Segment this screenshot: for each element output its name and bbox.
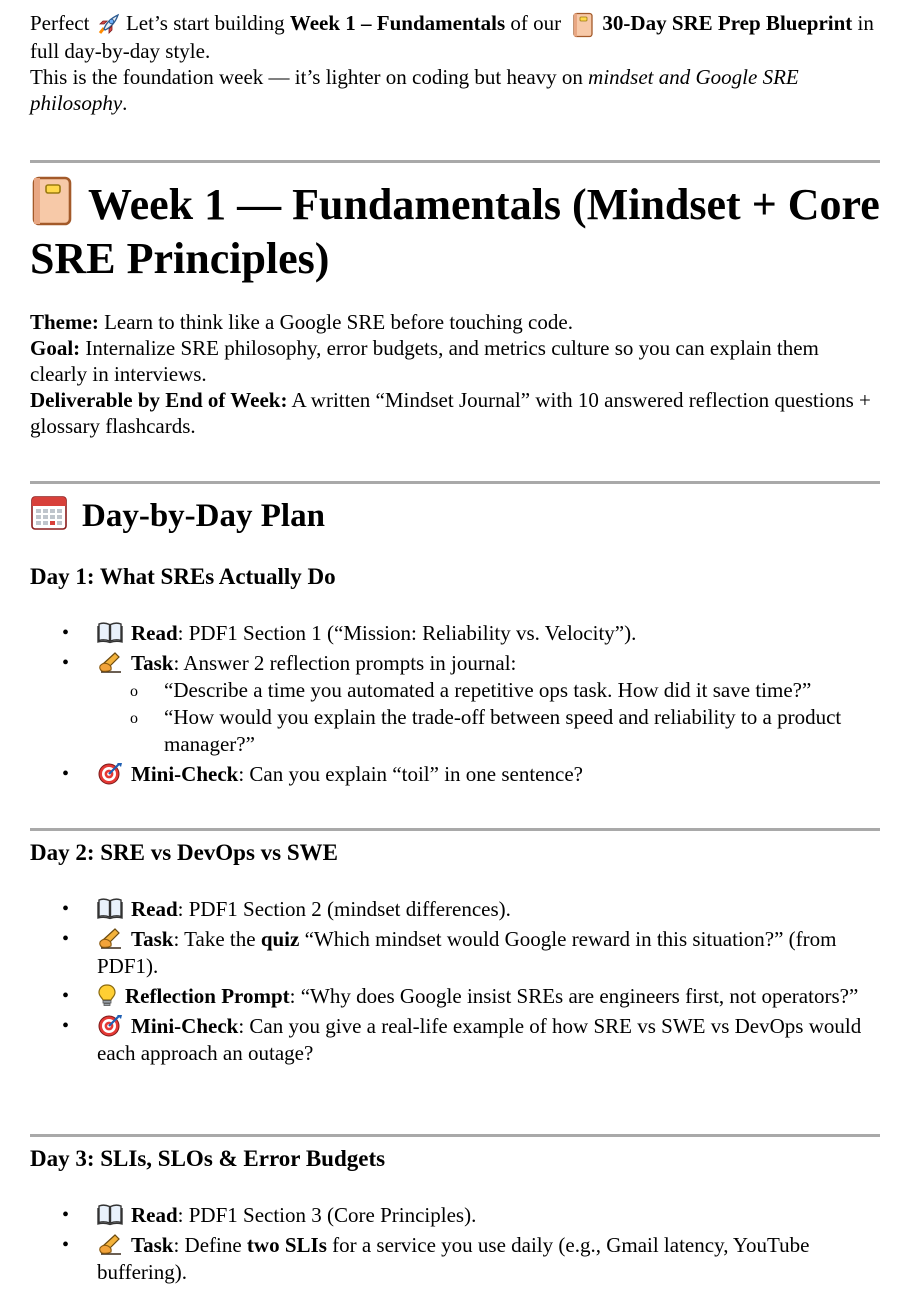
list-item (30, 1013, 880, 1067)
mini-check-label: Mini-Check (131, 1014, 239, 1038)
task-label: Task (131, 651, 174, 675)
task-text: “Which mindset would Google reward in this situation?” (from PDF1). (97, 927, 837, 978)
goal-label: Goal: (30, 336, 81, 360)
notebook-icon (30, 175, 74, 227)
target-icon (97, 1013, 123, 1037)
day-1-list (30, 620, 880, 791)
week-title-bold: Week 1 – Fundamentals (289, 11, 506, 35)
read-label: Read (131, 621, 178, 645)
page-title-text: Week 1 — Fundamentals (Mindset + Core SRE Principles) (30, 180, 880, 283)
mini-check-text: : Can you give a real-life example of how SRE vs SWE vs DevOps would each approach an outage? (97, 1014, 862, 1065)
rocket-icon (95, 12, 121, 38)
list-item (30, 896, 880, 923)
list-item (30, 1202, 880, 1229)
day-2-heading: Day 2: SRE vs DevOps vs SWE (30, 840, 338, 865)
prompt-item: o “Describe a time you automated a repetitive ops task. How did it save time?” (97, 677, 880, 704)
day-2-list (30, 896, 880, 1070)
target-icon (97, 761, 123, 785)
prompt-list (97, 677, 880, 758)
read-text: : PDF1 Section 3 (Core Principles). (177, 1203, 477, 1227)
reflection-label: Reflection Prompt (125, 984, 290, 1008)
read-text: : PDF1 Section 2 (mindset differences). (177, 897, 511, 921)
theme-text: Learn to think like a Google SRE before touching code. (98, 310, 573, 334)
day-3-list (30, 1202, 880, 1289)
intro-emphasis: mindset and Google SRE philosophy (30, 65, 799, 116)
task-text: : Answer 2 reflection prompts in journal: (173, 651, 517, 675)
intro-text: Let’s start building (120, 11, 290, 35)
section-divider (30, 160, 880, 163)
task-bold: two SLIs (246, 1233, 327, 1257)
mini-check-label: Mini-Check (131, 762, 239, 786)
list-item (30, 1232, 880, 1286)
task-label: Task (131, 927, 174, 951)
task-bold: quiz (260, 927, 300, 951)
section-divider (30, 1134, 880, 1137)
list-item (30, 650, 880, 758)
read-label: Read (131, 1203, 178, 1227)
goal-text: Internalize SRE philosophy, error budgets, and metrics culture so you can explain them clearly in interviews. (30, 336, 819, 386)
day-3-heading: Day 3: SLIs, SLOs & Error Budgets (30, 1146, 386, 1171)
mini-check-text: : Can you explain “toil” in one sentence? (238, 762, 583, 786)
writing-hand-icon (97, 1232, 123, 1256)
intro-paragraph (30, 10, 880, 116)
plan-heading (30, 494, 325, 537)
task-text: : Define (173, 1233, 247, 1257)
reflection-text: : “Why does Google insist SREs are engineers first, not operators?” (289, 984, 859, 1008)
week-overview (30, 309, 880, 439)
list-item (30, 761, 880, 788)
deliverable-label: Deliverable by End of Week: (30, 388, 288, 412)
notebook-icon (572, 12, 594, 38)
task-label: Task (131, 1233, 174, 1257)
intro-text: This is the foundation week — it’s lighter on coding but heavy on (30, 65, 589, 90)
section-divider (30, 828, 880, 831)
page-title (30, 175, 880, 286)
blueprint-title-bold: 30-Day SRE Prep Blueprint (602, 11, 853, 35)
prompt-item: o “How would you explain the trade-off between speed and reliability to a product manager?” (97, 704, 880, 758)
task-text: : Take the (173, 927, 261, 951)
intro-text: . (122, 91, 128, 116)
list-item (30, 926, 880, 980)
read-text: : PDF1 Section 1 (“Mission: Reliability vs. Velocity”). (177, 621, 637, 645)
intro-text: Perfect (30, 11, 95, 35)
list-item (30, 983, 880, 1010)
open-book-icon (97, 620, 123, 644)
day-1-heading: Day 1: What SREs Actually Do (30, 564, 336, 589)
open-book-icon (97, 1202, 123, 1226)
intro-text: of our (505, 11, 567, 35)
read-label: Read (131, 897, 178, 921)
lightbulb-icon (97, 983, 117, 1007)
deliverable-text: A written “Mindset Journal” with 10 answered reflection questions + glossary flashcards. (30, 388, 871, 438)
theme-label: Theme: (30, 310, 99, 334)
task-text: for a service you use daily (e.g., Gmail latency, YouTube buffering). (97, 1233, 810, 1284)
writing-hand-icon (97, 650, 123, 674)
open-book-icon (97, 896, 123, 920)
intro-text: in full day-by-day style. (30, 11, 874, 64)
calendar-icon (30, 494, 68, 532)
list-item (30, 620, 880, 647)
section-divider (30, 481, 880, 484)
writing-hand-icon (97, 926, 123, 950)
plan-heading-text: Day-by-Day Plan (82, 498, 325, 534)
